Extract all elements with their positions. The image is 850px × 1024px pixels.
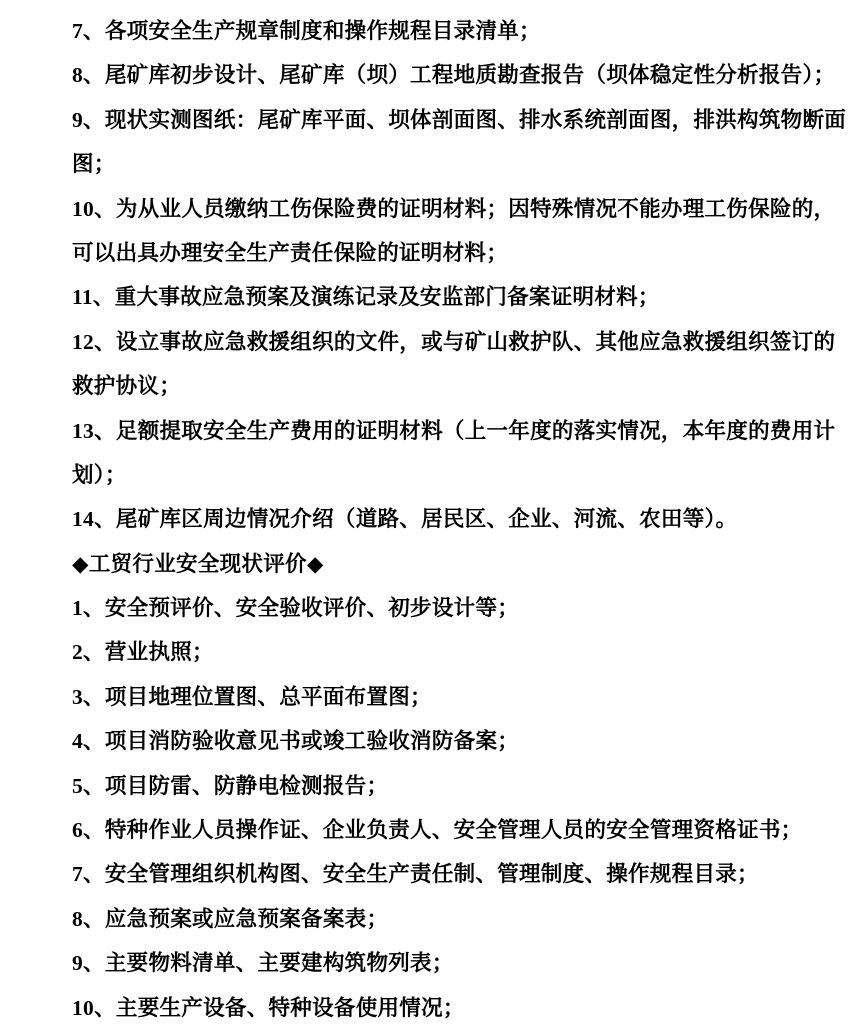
list-item-line: 8、应急预案或应急预案备案表； xyxy=(72,906,389,931)
section-heading-trade-industry-safety-evaluation: ◆工贸行业安全现状评价◆ xyxy=(72,551,324,576)
list-item-line: 7、安全管理组织机构图、安全生产责任制、管理制度、操作规程目录； xyxy=(72,862,759,887)
list-item-line: 14、尾矿库区周边情况介绍（道路、居民区、企业、河流、农田等）。 xyxy=(72,507,738,532)
list-item-line: 4、项目消防验收意见书或竣工验收消防备案； xyxy=(72,729,520,754)
list-item-line: 7、各项安全生产规章制度和操作规程目录清单； xyxy=(72,19,541,43)
list-item-line: 13、足额提取安全生产费用的证明材料（上一年度的落实情况，本年度的费用计 xyxy=(72,418,836,443)
list-item-continuation: 救护协议； xyxy=(72,374,182,399)
list-item-line: 9、现状实测图纸：尾矿库平面、坝体剖面图、排水系统剖面图，排洪构筑物断面 xyxy=(72,107,847,132)
list-item-line: 5、项目防雷、防静电检测报告； xyxy=(72,773,389,798)
list-item-line: 9、主要物料清单、主要建构筑物列表； xyxy=(72,951,454,976)
list-item-line: 1、安全预评价、安全验收评价、初步设计等； xyxy=(72,596,520,621)
list-item-line: 8、尾矿库初步设计、尾矿库（坝）工程地质勘查报告（坝体稳定性分析报告）； xyxy=(72,63,836,88)
list-item-continuation: 图； xyxy=(72,152,116,177)
list-item-line: 10、主要生产设备、特种设备使用情况； xyxy=(72,995,465,1020)
list-item-line: 3、项目地理位置图、总平面布置图； xyxy=(72,684,432,709)
list-item-continuation: 可以出具办理安全生产责任保险的证明材料； xyxy=(72,240,509,265)
list-item-line: 12、设立事故应急救援组织的文件，或与矿山救护队、其他应急救援组织签订的 xyxy=(72,329,836,354)
list-item-line: 10、为从业人员缴纳工伤保险费的证明材料；因特殊情况不能办理工伤保险的， xyxy=(72,196,836,221)
list-item-line: 6、特种作业人员操作证、企业负责人、安全管理人员的安全管理资格证书； xyxy=(72,818,803,843)
list-item-line: 11、重大事故应急预案及演练记录及安监部门备案证明材料； xyxy=(72,285,660,310)
list-item-line: 2、营业执照； xyxy=(72,640,214,665)
list-item-continuation: 划）； xyxy=(72,462,127,487)
